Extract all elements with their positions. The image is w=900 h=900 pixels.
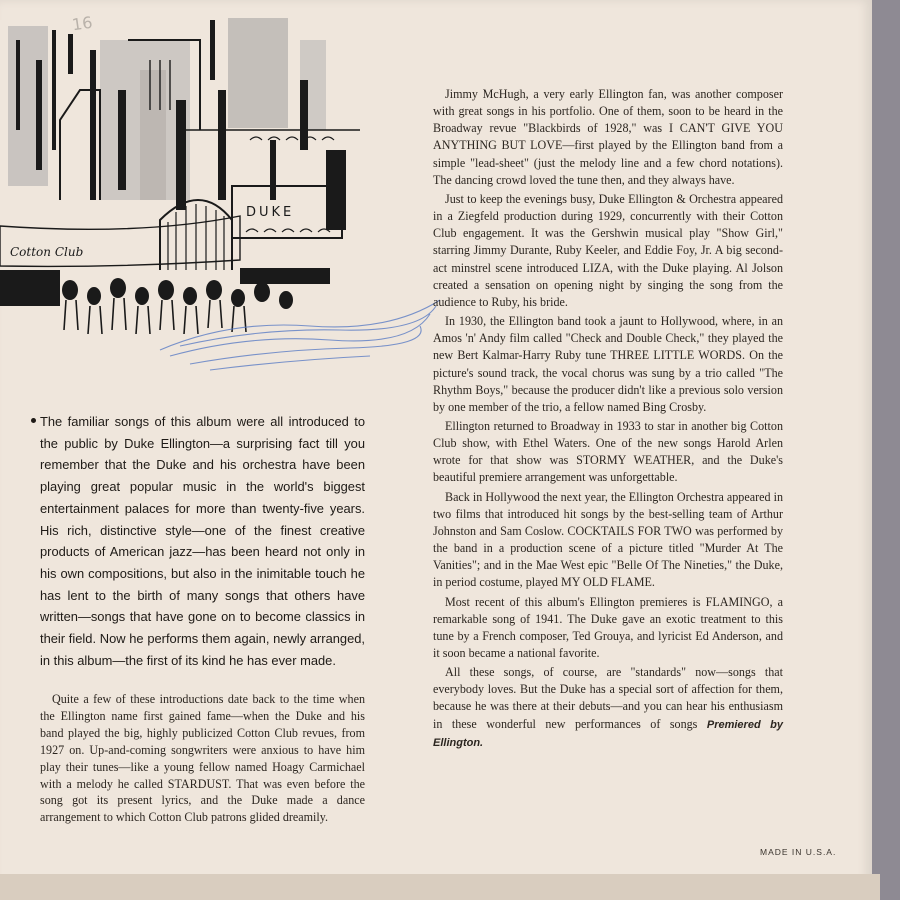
- sign-cotton-club: Cotton Club: [10, 245, 84, 259]
- pencil-mark: 16: [70, 12, 94, 35]
- right-paragraph-final: [433, 664, 783, 752]
- ink-scribble: [150, 290, 450, 380]
- left-paragraph-text: Quite a few of these introductions date back to the time when the Ellington name first gained fame—when the Duke and his band played the big, highly publicized Cotton Club revues, from 1927 on. Up-and-coming songwriters were anxious to have him play their tunes—like a young fellow named Hoagy Carmichael with a melody he called STARDUST. That was even before the song got its present lyrics, and the Duke made a dance arrangement to which Cotton Club patrons glided dreamily.: [40, 692, 365, 825]
- right-final-text: All these songs, of course, are "standards" now—songs that everybody loves. But the Duke has a special sort of affection for them, because he was there at their debuts—and you can hear his enthusiasm in these wonderful new performances of songs: [433, 665, 783, 731]
- right-paragraph: Back in Hollywood the next year, the Ellington Orchestra appeared in two films that introduced hit songs by the best-selling team of Arthur Johnston and Sam Coslow. COCKTAILS FOR TWO was performed by the band in a production scene of a picture titled "Murder At The Vanities"; and in the Mae West epic "Belle Of The Nineties," the Duke, in period costume, played MY OLD FLAME.: [433, 489, 783, 590]
- sign-duke: DUKE: [246, 205, 295, 220]
- premiered-by-ellington: Premiered by Ellington.: [433, 718, 784, 749]
- right-paragraph: In 1930, the Ellington band took a jaunt to Hollywood, where, in an Amos 'n' Andy film called "Check and Double Check," they played the new Bert Kalmar-Harry Ruby tune THREE LITTLE WORDS. On the picture's sound track, the vocal chorus was sung by a trio called "The Rhythm Boys," because the producer didn't like a previous solo version by one member of the trio, a fellow named Bing Crosby.: [433, 314, 783, 414]
- background-strip: [872, 0, 900, 900]
- made-in-label: MADE IN U.S.A.: [760, 847, 837, 857]
- page-bottom-edge: [0, 874, 880, 900]
- intro-bullet: [31, 418, 36, 423]
- intro-paragraph: The familiar songs of this album were all introduced to the public by Duke Ellington—a surprising fact till you remember that the Duke and his orchestra have been playing great popular music in the world's biggest entertainment palaces for more than twenty-five years. His rich, distinctive style—one of the finest creative products of American jazz—has been heard not only in his own compositions, but also in the inimitable touch he has lent to the birth of many songs that others have written—songs that have gone on to become classics in their field. Now he performs them again, newly arranged, in this album—the first of its kind he has ever made.: [40, 414, 365, 668]
- right-paragraph: Jimmy McHugh, a very early Ellington fan, was another composer with great songs in his portfolio. One of them, soon to be heard in the Broadway revue "Blackbirds of 1928," was I CAN'T GIVE YOU ANYTHING BUT LOVE—first played by the Ellington band from a simple "lead-sheet" (just the melody line and a few chord notations). The dancing crowd loved the tune then, and they always have.: [433, 87, 783, 187]
- right-paragraph: Ellington returned to Broadway in 1933 to star in another big Cotton Club show, with Ethel Waters. One of the new songs Harold Arlen wrote for that show was STORMY WEATHER, and the Duke's beautiful premiere arrangement was unforgettable.: [433, 418, 783, 485]
- right-paragraph: Most recent of this album's Ellington premieres is FLAMINGO, a remarkable song of 1941. The Duke gave an exotic treatment to this tune by a French composer, Ted Grouya, and lyricist Ed Anderson, and it soon became a national favorite.: [433, 594, 783, 660]
- right-column-text: [433, 86, 783, 754]
- left-paragraph: [40, 691, 365, 826]
- right-paragraph: Just to keep the evenings busy, Duke Ellington & Orchestra appeared in a Ziegfeld production during 1929, concurrently with their Cotton Club engagement. It was the Gershwin musical play "Show Girl," starring Jimmy Durante, Ruby Keeler, and Eddie Foy, Jr. A big second-act minstrel scene introduced LIZA, with the Duke playing. Al Jolson created a sensation on opening night by singing the song from the audience to Ruby, his bride.: [433, 191, 783, 309]
